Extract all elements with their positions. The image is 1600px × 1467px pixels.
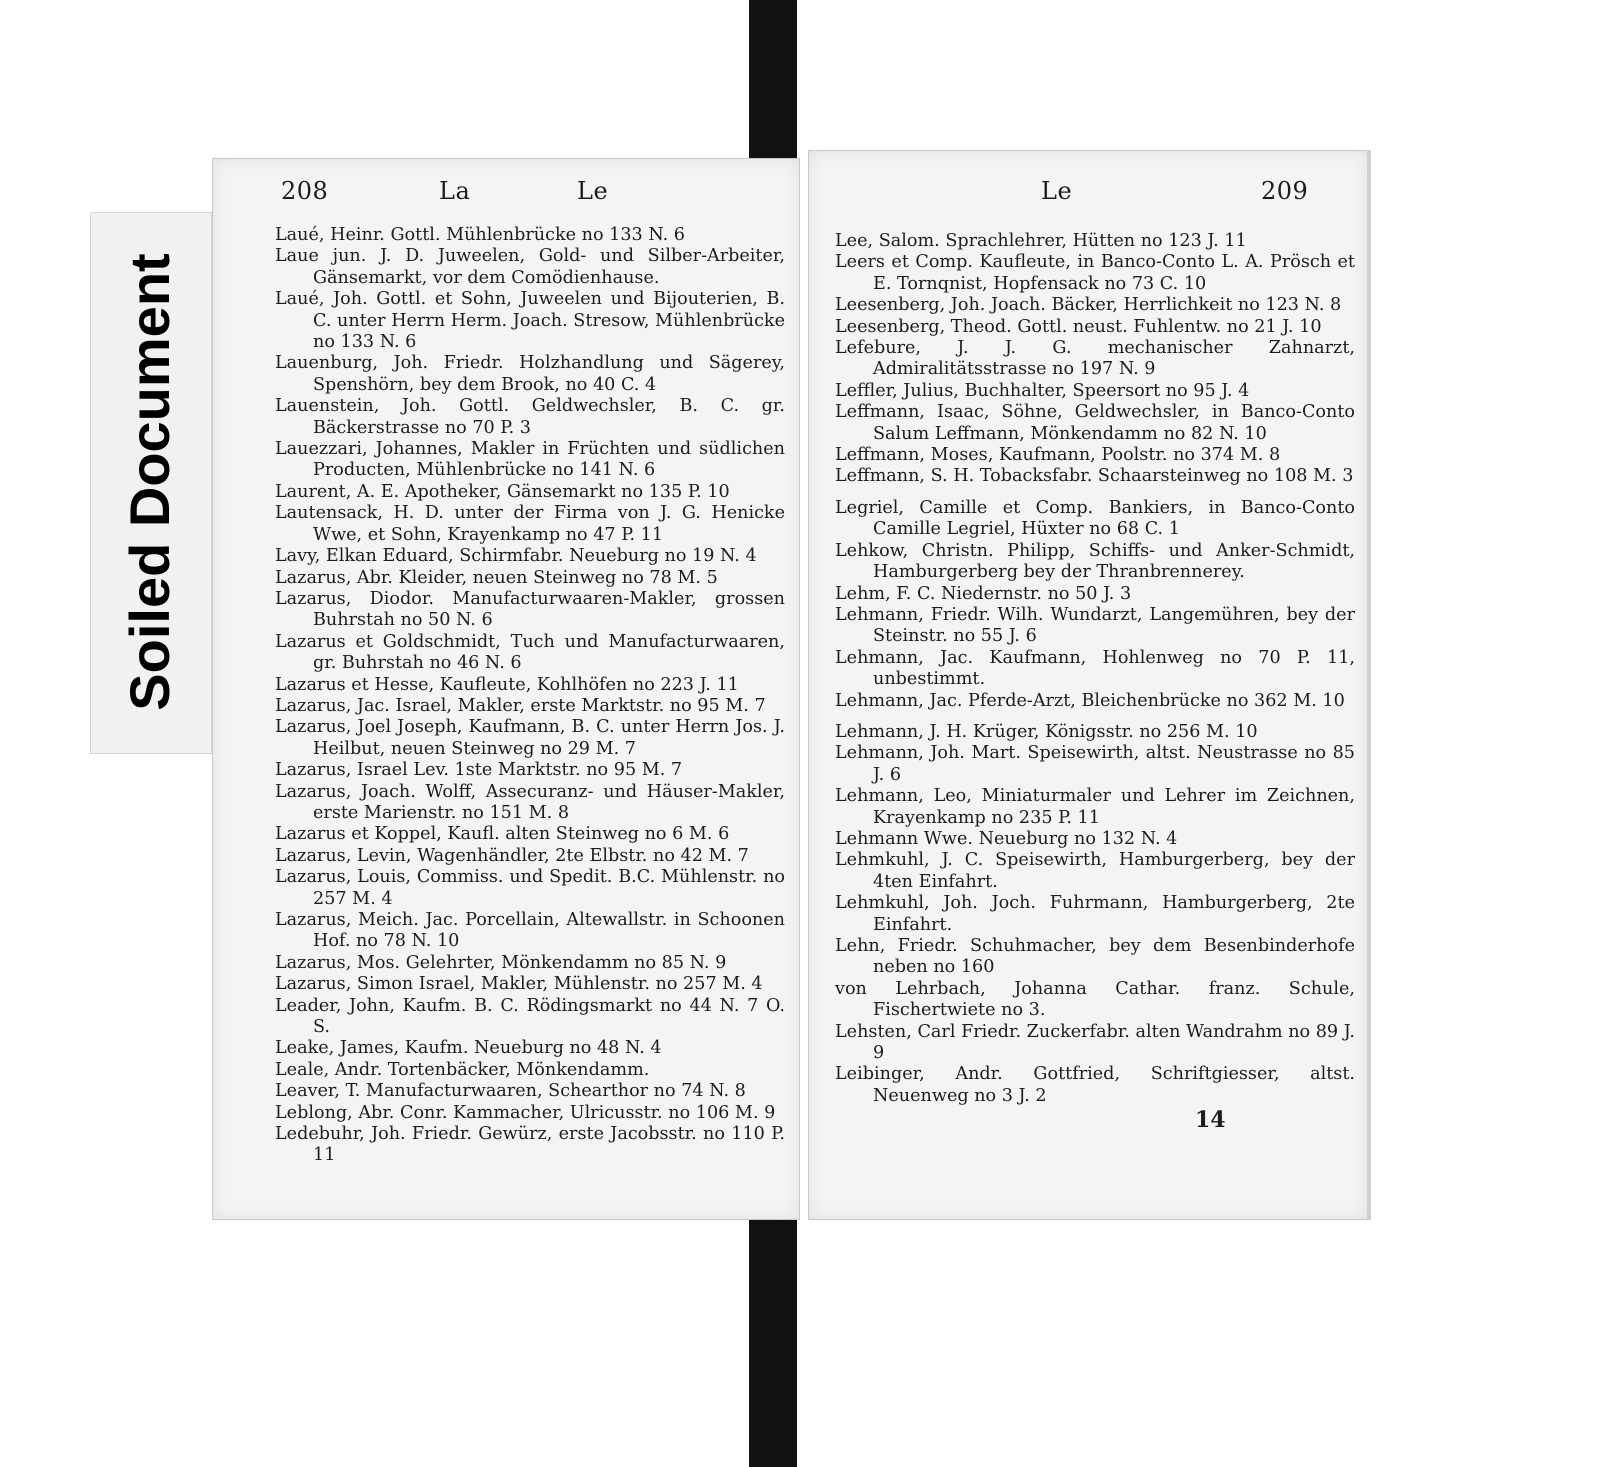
directory-entry: Leader, John, Kaufm. B. C. Rödingsmarkt no 44 N. 7 O. S. [275, 995, 785, 1038]
directory-entry: Lazarus, Israel Lev. 1ste Marktstr. no 95 M. 7 [275, 760, 683, 781]
page-number-right: 209 [1261, 177, 1309, 205]
directory-entry: Lehmann, Joh. Mart. Speisewirth, altst. Neustrasse no 85 J. 6 [835, 743, 1355, 785]
directory-entry: Lee, Salom. Sprachlehrer, Hütten no 123 J. 11 [835, 231, 1247, 251]
directory-entry: Leesenberg, Theod. Gottl. neust. Fuhlentw. no 21 J. 10 [835, 316, 1322, 337]
directory-entry: Lehmann, Friedr. Wilh. Wundarzt, Langemühren, bey der Steinstr. no 55 J. 6 [835, 604, 1355, 647]
directory-entry: Leffmann, Isaac, Söhne, Geldwechsler, in Banco-Conto Salum Leffmann, Mönkendamm no 82 N. 10 [835, 402, 1355, 444]
directory-entry: Lehmann, Jac. Kaufmann, Hohlenweg no 70 P. 11, unbestimmt. [835, 647, 1355, 690]
directory-entry: Lazarus et Koppel, Kaufl. alten Steinweg no 6 M. 6 [275, 824, 730, 845]
header-left-letters: La [439, 177, 471, 205]
directory-entry: Leesenberg, Joh. Joach. Bäcker, Herrlichkeit no 123 N. 8 [835, 295, 1342, 316]
directory-entry: Laué, Joh. Gottl. et Sohn, Juweelen und Bijouterien, B. C. unter Herrn Herm. Joach. Stresow, Mühlenbrücke no 133 N. 6 [275, 289, 785, 353]
page-number-left: 208 [281, 177, 329, 205]
directory-entry: Laue jun. J. D. Juweelen, Gold- und Silber-Arbeiter, Gänsemarkt, vor dem Comödienhause. [275, 246, 785, 288]
directory-entry: Lehmann, J. H. Krüger, Königsstr. no 256 M. 10 [835, 721, 1258, 742]
directory-entry: Lauenstein, Joh. Gottl. Geldwechsler, B. C. gr. Bäckerstrasse no 70 P. 3 [275, 396, 785, 438]
directory-entry: Legriel, Camille et Comp. Bankiers, in Banco-Conto Camille Legriel, Hüxter no 68 C. 1 [835, 497, 1355, 540]
directory-entry: Lehmann, Jac. Pferde-Arzt, Bleichenbrücke no 362 M. 10 [835, 690, 1345, 711]
directory-entry: Leblong, Abr. Conr. Kammacher, Ulricusstr. no 106 M. 9 [275, 1102, 776, 1123]
directory-entry: Leale, Andr. Tortenbäcker, Mönkendamm. [275, 1059, 650, 1080]
directory-entry: Leibinger, Andr. Gottfried, Schriftgiesser, altst. Neuenweg no 3 J. 2 [835, 1064, 1355, 1106]
directory-entry: Lehmkuhl, J. C. Speisewirth, Hamburgerberg, bey der 4ten Einfahrt. [835, 850, 1355, 892]
directory-entry: Laué, Heinr. Gottl. Mühlenbrücke no 133 N. 6 [275, 225, 685, 245]
right-entries-list [835, 231, 1355, 1107]
directory-entry: Lehkow, Christn. Philipp, Schiffs- und Anker-Schmidt, Hamburgerberg bey der Thranbrennerey. [835, 540, 1355, 583]
directory-entry: Ledebuhr, Joh. Friedr. Gewürz, erste Jacobsstr. no 110 P. 11 [275, 1124, 785, 1166]
directory-entry: Leers et Comp. Kaufleute, in Banco-Conto L. A. Prösch et E. Tornqnist, Hopfensack no 73 C. 10 [835, 252, 1355, 294]
directory-entry: Leffler, Julius, Buchhalter, Speersort no 95 J. 4 [835, 380, 1250, 401]
directory-entry: von Lehrbach, Johanna Cathar. franz. Schule, Fischertwiete no 3. [835, 978, 1355, 1021]
left-page [212, 158, 800, 1220]
soiled-document-label: Soiled Document [118, 253, 181, 711]
directory-entry: Lehmann Wwe. Neueburg no 132 N. 4 [835, 828, 1178, 849]
directory-entry: Laurent, A. E. Apotheker, Gänsemarkt no 135 P. 10 [275, 481, 730, 502]
directory-entry: Lazarus, Simon Israel, Makler, Mühlenstr. no 257 M. 4 [275, 974, 763, 995]
directory-entry: Lehn, Friedr. Schuhmacher, bey dem Besenbinderhofe neben no 160 [835, 936, 1355, 978]
directory-entry: Lazarus, Jac. Israel, Makler, erste Marktstr. no 95 M. 7 [275, 695, 766, 716]
directory-entry: Lazarus, Joach. Wolff, Assecuranz- und Häuser-Makler, erste Marienstr. no 151 M. 8 [275, 781, 785, 823]
header-right-letters: Le [577, 177, 609, 205]
directory-entry: Lazarus, Abr. Kleider, neuen Steinweg no 78 M. 5 [275, 567, 718, 588]
directory-entry: Lazarus, Meich. Jac. Porcellain, Altewallstr. in Schoonen Hof. no 78 N. 10 [275, 910, 785, 952]
directory-entry: Leffmann, Moses, Kaufmann, Poolstr. no 374 M. 8 [835, 445, 1281, 466]
directory-entry: Lazarus, Levin, Wagenhändler, 2te Elbstr. no 42 M. 7 [275, 845, 749, 866]
directory-entry: Lehsten, Carl Friedr. Zuckerfabr. alten Wandrahm no 89 J. 9 [835, 1021, 1355, 1064]
directory-entry: Lauenburg, Joh. Friedr. Holzhandlung und Sägerey, Spenshörn, bey dem Brook, no 40 C. 4 [275, 353, 785, 395]
directory-entry: Leake, James, Kaufm. Neueburg no 48 N. 4 [275, 1038, 662, 1059]
directory-entry: Lazarus, Louis, Commiss. und Spedit. B.C. Mühlenstr. no 257 M. 4 [275, 867, 785, 909]
directory-entry: Lefebure, J. J. G. mechanischer Zahnarzt, Admiralitätsstrasse no 197 N. 9 [835, 338, 1355, 380]
signature-mark: 14 [1195, 1107, 1226, 1133]
directory-entry: Lazarus, Diodor. Manufacturwaaren-Makler, grossen Buhrstah no 50 N. 6 [275, 588, 785, 631]
directory-entry: Lauezzari, Johannes, Makler in Früchten und südlichen Producten, Mühlenbrücke no 141 N. 6 [275, 439, 785, 481]
directory-entry: Leaver, T. Manufacturwaaren, Schearthor no 74 N. 8 [275, 1081, 746, 1102]
directory-entry: Lazarus et Hesse, Kaufleute, Kohlhöfen no 223 J. 11 [275, 674, 739, 695]
directory-entry: Lazarus et Goldschmidt, Tuch und Manufacturwaaren, gr. Buhrstah no 46 N. 6 [275, 631, 785, 674]
header-center-letters: Le [1041, 177, 1073, 205]
directory-entry: Lehmann, Leo, Miniaturmaler und Lehrer im Zeichnen, Krayenkamp no 235 P. 11 [835, 786, 1355, 828]
directory-entry: Leffmann, S. H. Tobacksfabr. Schaarsteinweg no 108 M. 3 [835, 466, 1354, 487]
right-page [808, 150, 1371, 1220]
directory-entry: Lehmkuhl, Joh. Joch. Fuhrmann, Hamburgerberg, 2te Einfahrt. [835, 893, 1355, 935]
left-entries-list [275, 225, 785, 1167]
directory-entry: Lehm, F. C. Niedernstr. no 50 J. 3 [835, 583, 1132, 604]
directory-entry: Lavy, Elkan Eduard, Schirmfabr. Neueburg no 19 N. 4 [275, 546, 757, 567]
directory-entry: Lazarus, Joel Joseph, Kaufmann, B. C. unter Herrn Jos. J. Heilbut, neuen Steinweg no 29 M. 7 [275, 717, 785, 759]
directory-entry: Lautensack, H. D. unter der Firma von J. G. Henicke Wwe, et Sohn, Krayenkamp no 47 P. 11 [275, 503, 785, 545]
directory-entry: Lazarus, Mos. Gelehrter, Mönkendamm no 85 N. 9 [275, 952, 727, 973]
